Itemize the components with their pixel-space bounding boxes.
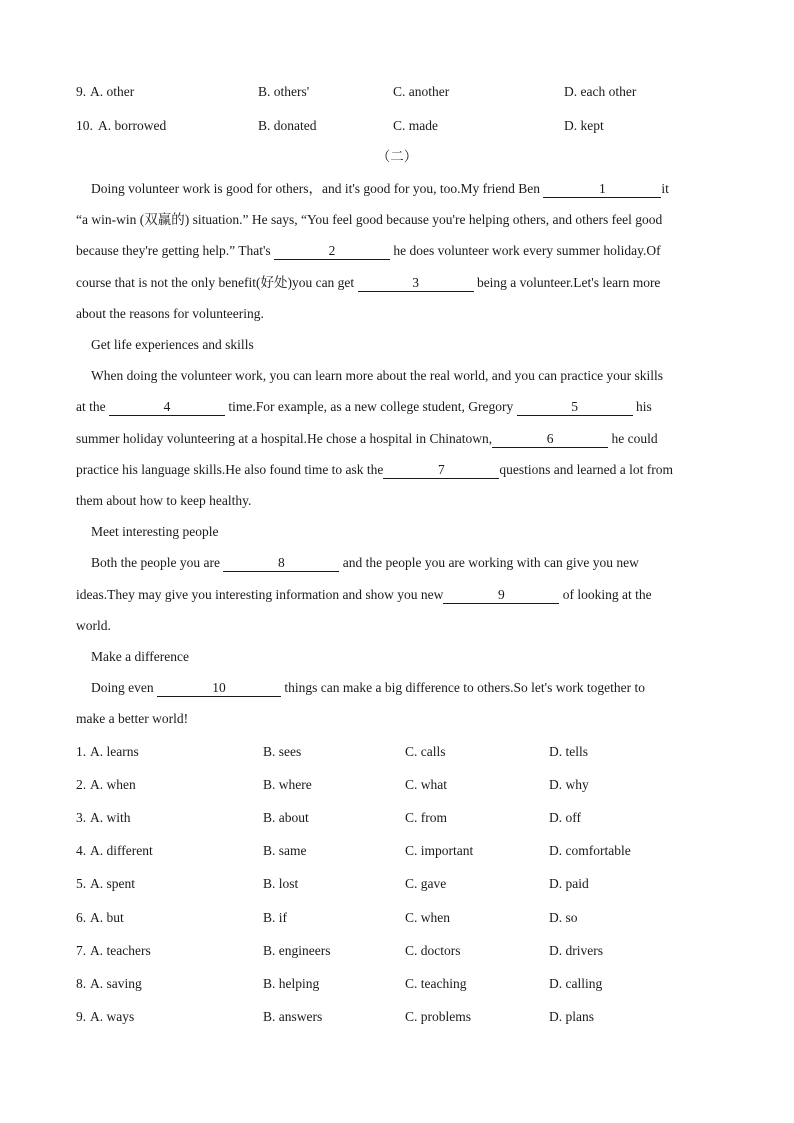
option-d: D. why — [549, 777, 589, 792]
blank-6: 6 — [492, 431, 608, 448]
blank-4: 4 — [109, 399, 225, 416]
option-b: B. donated — [258, 118, 317, 133]
option-d: D. so — [549, 910, 578, 925]
question-number: 3. — [76, 810, 87, 825]
passage-text: it — [661, 181, 669, 196]
option-c: C. teaching — [405, 976, 467, 991]
option-a: A. other — [90, 84, 135, 99]
passage-line — [91, 553, 716, 573]
option-d: D. each other — [564, 84, 637, 99]
option-b: B. answers — [263, 1009, 323, 1024]
passage-line — [76, 397, 716, 417]
blank-9: 9 — [443, 587, 559, 604]
passage-line — [76, 241, 716, 261]
question-row — [0, 974, 794, 994]
passage-text: at the — [76, 399, 106, 414]
option-a: A. with — [90, 810, 131, 825]
blank-8: 8 — [223, 555, 339, 572]
question-row — [0, 874, 794, 894]
option-d: D. paid — [549, 876, 589, 891]
passage-line — [76, 585, 716, 605]
passage-text: of looking at the — [562, 587, 652, 602]
subheading: Get life experiences and skills — [91, 337, 254, 352]
option-row — [0, 82, 794, 102]
option-a: A. when — [90, 777, 136, 792]
option-a: A. spent — [90, 876, 135, 891]
passage-line: world. — [76, 618, 111, 633]
question-row — [0, 1007, 794, 1027]
section-heading: （二） — [376, 149, 418, 164]
option-c: C. doctors — [405, 943, 461, 958]
option-d: D. calling — [549, 976, 603, 991]
passage-line: make a better world! — [76, 711, 189, 726]
option-d: D. comfortable — [549, 843, 631, 858]
question-row — [0, 742, 794, 762]
passage-text: Both the people you are — [91, 555, 220, 570]
question-row — [0, 941, 794, 961]
option-a: A. different — [90, 843, 153, 858]
passage-text: ideas.They may give you interesting information and show you new — [76, 587, 444, 602]
question-row — [0, 775, 794, 795]
question-number: 9. — [76, 84, 87, 99]
option-c: C. another — [393, 84, 450, 99]
passage-text: he could — [611, 431, 658, 446]
subheading: Meet interesting people — [91, 524, 219, 539]
option-d: D. plans — [549, 1009, 594, 1024]
blank-7: 7 — [383, 462, 499, 479]
blank-1: 1 — [543, 181, 661, 198]
option-c: C. from — [405, 810, 447, 825]
option-b: B. same — [263, 843, 307, 858]
passage-line — [76, 273, 716, 293]
option-row — [0, 116, 794, 136]
option-a: A. but — [90, 910, 124, 925]
option-d: D. off — [549, 810, 581, 825]
question-number: 9. — [76, 1009, 87, 1024]
passage-line: “a win-win (双赢的) situation.” He says, “You feel good because you're helping others, and others feel good — [76, 212, 663, 227]
passage-line — [91, 179, 716, 199]
question-row — [0, 808, 794, 828]
question-number: 2. — [76, 777, 87, 792]
blank-3: 3 — [358, 275, 474, 292]
option-b: B. about — [263, 810, 309, 825]
option-c: C. problems — [405, 1009, 471, 1024]
option-c: C. made — [393, 118, 438, 133]
option-c: C. gave — [405, 876, 447, 891]
passage-line — [76, 429, 716, 449]
option-b: B. others' — [258, 84, 310, 99]
option-d: D. kept — [564, 118, 604, 133]
question-row — [0, 908, 794, 928]
option-b: B. engineers — [263, 943, 331, 958]
passage-text: he does volunteer work every summer holiday.Of — [393, 243, 661, 258]
question-number: 6. — [76, 910, 87, 925]
question-number: 10. — [76, 118, 93, 133]
passage-line: When doing the volunteer work, you can learn more about the real world, and you can practice your skills — [91, 368, 664, 383]
option-b: B. lost — [263, 876, 299, 891]
passage-text: being a volunteer.Let's learn more — [476, 275, 661, 290]
option-b: B. helping — [263, 976, 320, 991]
question-row — [0, 841, 794, 861]
question-number: 1. — [76, 744, 87, 759]
option-a: A. borrowed — [98, 118, 167, 133]
passage-line: them about how to keep healthy. — [76, 493, 252, 508]
option-d: D. drivers — [549, 943, 603, 958]
passage-text: questions and learned a lot from — [499, 462, 673, 477]
passage-text: and the people you are working with can give you new — [342, 555, 639, 570]
question-number: 7. — [76, 943, 87, 958]
passage-line — [91, 678, 716, 698]
question-number: 8. — [76, 976, 87, 991]
passage-text: because they're getting help.” That's — [76, 243, 271, 258]
option-c: C. important — [405, 843, 474, 858]
passage-text: course that is not the only benefit(好处)you can get — [76, 275, 355, 290]
option-c: C. when — [405, 910, 450, 925]
passage-text: time.For example, as a new college student, Gregory — [228, 399, 514, 414]
option-b: B. sees — [263, 744, 302, 759]
passage-text: Doing volunteer work is good for others，and it's good for you, too.My friend Ben — [91, 181, 540, 196]
passage-line — [76, 460, 716, 480]
option-b: B. where — [263, 777, 312, 792]
subheading: Make a difference — [91, 649, 189, 664]
blank-2: 2 — [274, 243, 390, 260]
option-b: B. if — [263, 910, 288, 925]
passage-text: things can make a big difference to others.So let's work together to — [284, 680, 645, 695]
passage-text: Doing even — [91, 680, 154, 695]
option-c: C. what — [405, 777, 447, 792]
option-c: C. calls — [405, 744, 446, 759]
passage-text: practice his language skills.He also found time to ask the — [76, 462, 384, 477]
question-number: 4. — [76, 843, 87, 858]
passage-line: about the reasons for volunteering. — [76, 306, 264, 321]
blank-5: 5 — [517, 399, 633, 416]
blank-10: 10 — [157, 680, 281, 697]
question-number: 5. — [76, 876, 87, 891]
option-d: D. tells — [549, 744, 588, 759]
option-a: A. saving — [90, 976, 142, 991]
option-a: A. learns — [90, 744, 139, 759]
passage-text: his — [636, 399, 652, 414]
passage-text: summer holiday volunteering at a hospital.He chose a hospital in Chinatown, — [76, 431, 493, 446]
option-a: A. ways — [90, 1009, 135, 1024]
option-a: A. teachers — [90, 943, 151, 958]
